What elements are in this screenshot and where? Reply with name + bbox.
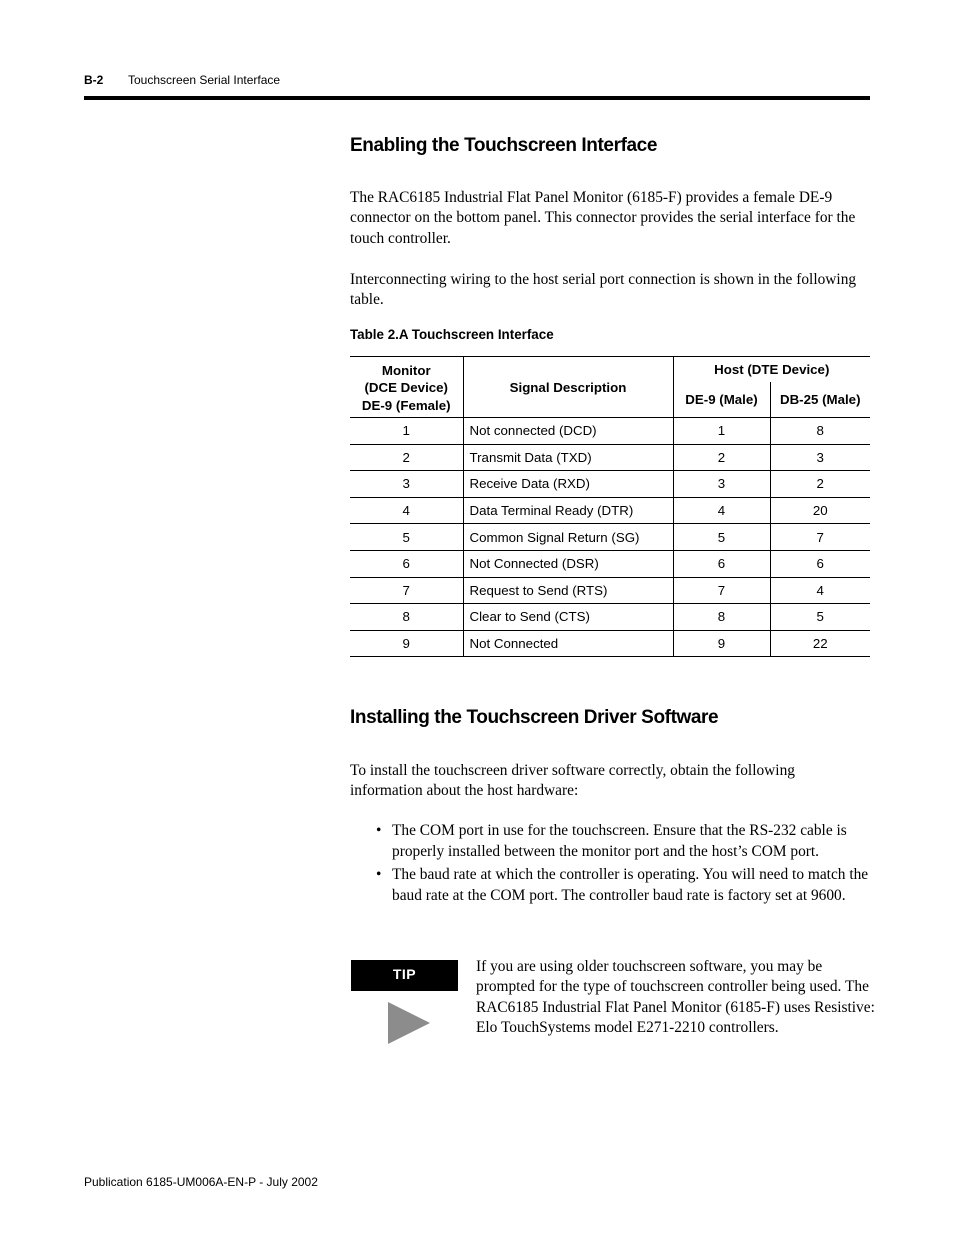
cell-monitor-pin: 3 — [350, 471, 463, 498]
cell-de9-pin: 1 — [673, 418, 770, 445]
cell-signal-description: Data Terminal Ready (DTR) — [463, 497, 673, 524]
touchscreen-interface-table — [350, 356, 870, 657]
cell-signal-description: Not Connected — [463, 630, 673, 657]
header-host: Host (DTE Device) — [673, 357, 870, 382]
table-row — [350, 444, 870, 471]
header-monitor — [350, 357, 463, 418]
table-caption: Table 2.A Touchscreen Interface — [350, 327, 554, 342]
table-row — [350, 524, 870, 551]
paragraph-install-info: To install the touchscreen driver software correctly, obtain the following information about the host hardware: — [350, 762, 795, 800]
table-row — [350, 604, 870, 631]
cell-de9-pin: 4 — [673, 497, 770, 524]
cell-de9-pin: 9 — [673, 630, 770, 657]
cell-db25-pin: 5 — [770, 604, 870, 631]
cell-monitor-pin: 4 — [350, 497, 463, 524]
cell-signal-description: Common Signal Return (SG) — [463, 524, 673, 551]
header-rule — [84, 96, 870, 100]
heading-enabling-touchscreen: Enabling the Touchscreen Interface — [350, 135, 658, 156]
table-row — [350, 471, 870, 498]
cell-monitor-pin: 6 — [350, 550, 463, 577]
table-row — [350, 550, 870, 577]
page-number: B-2 — [84, 73, 104, 87]
requirements-list — [376, 820, 871, 908]
header-monitor-line3: DE-9 (Female) — [361, 397, 451, 413]
play-arrow-icon — [388, 1002, 432, 1046]
table-row — [350, 497, 870, 524]
cell-de9-pin: 8 — [673, 604, 770, 631]
cell-de9-pin: 5 — [673, 524, 770, 551]
cell-monitor-pin: 9 — [350, 630, 463, 657]
header-monitor-line1: Monitor — [381, 362, 431, 378]
cell-signal-description: Transmit Data (TXD) — [463, 444, 673, 471]
paragraph-intro: The RAC6185 Industrial Flat Panel Monitor (6185-F) provides a female DE-9 connector on the bottom panel. This connector provides the serial interface for the touch controller. — [350, 189, 856, 247]
paragraph-wiring: Interconnecting wiring to the host serial port connection is shown in the following table. — [350, 271, 857, 309]
cell-signal-description: Not Connected (DSR) — [463, 550, 673, 577]
header-signal-description: Signal Description — [463, 357, 673, 418]
cell-db25-pin: 22 — [770, 630, 870, 657]
cell-monitor-pin: 5 — [350, 524, 463, 551]
tip-label: TIP — [351, 960, 458, 991]
table-row — [350, 577, 870, 604]
cell-monitor-pin: 8 — [350, 604, 463, 631]
cell-signal-description: Receive Data (RXD) — [463, 471, 673, 498]
cell-db25-pin: 6 — [770, 550, 870, 577]
section-title: Touchscreen Serial Interface — [128, 73, 281, 87]
cell-db25-pin: 2 — [770, 471, 870, 498]
cell-monitor-pin: 1 — [350, 418, 463, 445]
cell-db25-pin: 8 — [770, 418, 870, 445]
tip-text: If you are using older touchscreen software, you may be prompted for the type of touchscreen controller being used. The RAC6185 Industrial Flat Panel Monitor (6185-F) uses Resistive: Elo TouchSystems model E271-2210 controllers. — [476, 958, 875, 1037]
cell-monitor-pin: 2 — [350, 444, 463, 471]
bullet-icon: • — [376, 866, 382, 883]
cell-de9-pin: 3 — [673, 471, 770, 498]
page-header — [84, 73, 281, 87]
bullet-icon: • — [376, 822, 382, 839]
cell-db25-pin: 20 — [770, 497, 870, 524]
table-row — [350, 630, 870, 657]
cell-monitor-pin: 7 — [350, 577, 463, 604]
cell-de9-pin: 7 — [673, 577, 770, 604]
list-item-text: The baud rate at which the controller is operating. You will need to match the baud rate at the COM port. The controller baud rate is factory set at 9600. — [392, 866, 869, 904]
list-item-text: The COM port in use for the touchscreen. Ensure that the RS-232 cable is properly installed between the monitor port and the host’s COM port. — [392, 822, 847, 860]
list-item — [376, 864, 871, 906]
cell-de9-pin: 6 — [673, 550, 770, 577]
cell-db25-pin: 4 — [770, 577, 870, 604]
cell-signal-description: Clear to Send (CTS) — [463, 604, 673, 631]
header-monitor-line2: (DCE Device) — [364, 380, 448, 396]
cell-signal-description: Not connected (DCD) — [463, 418, 673, 445]
header-de9-male: DE-9 (Male) — [673, 382, 770, 418]
list-item — [376, 820, 871, 862]
cell-signal-description: Request to Send (RTS) — [463, 577, 673, 604]
header-db25-male: DB-25 (Male) — [770, 382, 870, 418]
heading-installing-driver: Installing the Touchscreen Driver Software — [350, 707, 719, 728]
cell-db25-pin: 7 — [770, 524, 870, 551]
cell-de9-pin: 2 — [673, 444, 770, 471]
table-row — [350, 418, 870, 445]
cell-db25-pin: 3 — [770, 444, 870, 471]
footer-publication: Publication 6185-UM006A-EN-P - July 2002 — [84, 1175, 318, 1189]
